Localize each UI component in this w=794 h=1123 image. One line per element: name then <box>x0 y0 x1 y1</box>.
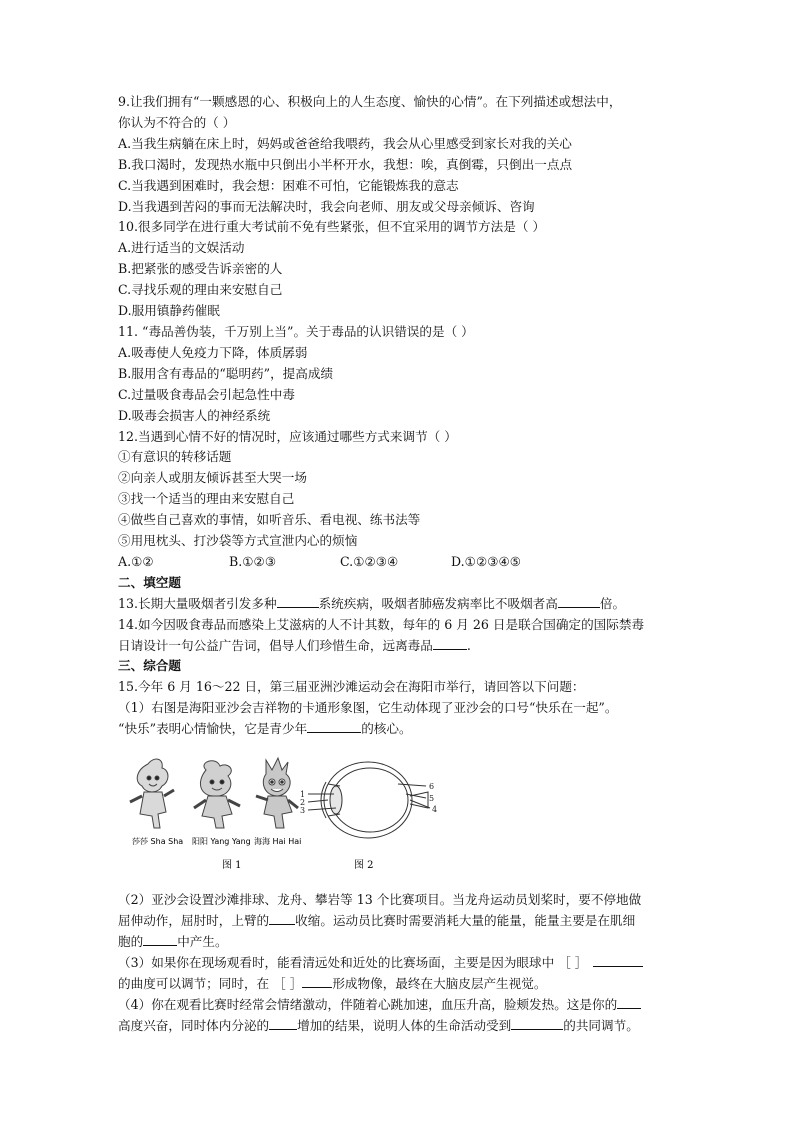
q12-item-1: ①有意识的转移话题 <box>118 449 232 465</box>
q11-option-b: B.服用含有毒品的“聪明药”，提高成绩 <box>118 365 334 381</box>
eye-label-4: 4 <box>432 805 438 814</box>
eye-label-5: 5 <box>429 794 435 803</box>
eye-diagram <box>308 762 430 838</box>
eye-label-1: 1 <box>300 790 306 799</box>
mascot-3-label: 海海 Hai Hai <box>254 837 302 846</box>
q14-line2 <box>118 636 688 657</box>
q14-blank[interactable] <box>433 636 467 650</box>
q15-p4-text4: 的共同调节。 <box>563 1017 639 1033</box>
q11-option-a: A.吸毒使人免疫力下降，体质孱弱 <box>118 344 308 360</box>
q12-item-5: ⑤用甩枕头、打沙袋等方式宣泄内心的烦恼 <box>118 533 358 549</box>
q15-p2-text4: 中产生。 <box>177 933 228 949</box>
mascot-2-label: 阳阳 Yang Yang <box>192 837 251 846</box>
eye-label-3: 3 <box>300 806 306 815</box>
q15-p2-blank-2[interactable] <box>143 932 177 946</box>
q15-part1-line1: （1）右图是海阳亚沙会吉祥物的卡通形象图，它生动体现了亚沙会的口号“快乐在一起”。 <box>118 700 618 716</box>
q9-stem-line1: 9.让我们拥有“一颗感恩的心、积极向上的人生态度、愉快的心情”。在下列描述或想法中， <box>118 94 622 109</box>
q12-option-d: D.①②③④⑤ <box>451 553 522 569</box>
q12-option-b: B.①②③ <box>229 553 277 569</box>
q14-line1: 14.如今因吸食毒品而感染上艾滋病的人不计其数，每年的 6 月 26 日是联合国确定的国际禁毒 <box>118 616 645 632</box>
q15-p4-blank-2[interactable] <box>269 1016 297 1030</box>
mascot-1-label: 莎莎 Sha Sha <box>132 837 184 846</box>
q15-part1-line2 <box>118 719 688 740</box>
q9-stem-line2: 你认为不符合的（ ） <box>118 114 236 130</box>
q15-part3-line1 <box>118 953 688 974</box>
q15-p4-text2: 高度兴奋，同时体内分泌的 <box>118 1017 270 1033</box>
q15-p2-text3: 胞的 <box>118 933 144 949</box>
q15-p4-blank-1[interactable] <box>617 995 641 1009</box>
q13-blank-2[interactable] <box>558 594 600 608</box>
q15-p3-blank-2[interactable] <box>302 974 332 988</box>
q15-p3-blank-1[interactable] <box>593 953 643 967</box>
figure-mascots-and-eye <box>128 756 458 876</box>
q15-part2-line2 <box>118 911 688 932</box>
q15-p4-text3: 增加的结果，说明人体的生命活动受到 <box>297 1017 512 1033</box>
q9-option-c: C.当我遇到困难时，我会想：困难不可怕，它能锻炼我的意志 <box>118 177 459 193</box>
q12-item-4: ④做些自己喜欢的事情，如听音乐、看电视、练书法等 <box>118 512 421 528</box>
exam-page <box>118 92 688 1036</box>
q15-p4-blank-3[interactable] <box>511 1016 563 1030</box>
section-fill-in-heading: 二、填空题 <box>118 574 181 590</box>
q13-part2: 系统疾病，吸烟者肺癌发病率比不吸烟者高 <box>318 595 558 611</box>
q10-option-a: A.进行适当的文娱活动 <box>118 240 245 256</box>
eye-label-6: 6 <box>429 782 435 791</box>
q13-blank-1[interactable] <box>277 594 319 608</box>
q12-option-a: A.①② <box>118 553 154 569</box>
q15-p1-end: 的核心。 <box>361 721 412 737</box>
q10-stem: 10.很多同学在进行重大考试前不免有些紧张，但不宜采用的调节方法是（ ） <box>118 219 546 235</box>
q15-p3-text3: 形成物像，最终在大脑皮层产生视觉。 <box>332 975 547 991</box>
q15-p4-text1: （4）你在观看比赛时经常会情绪激动，伴随着心跳加速，血压升高，脸颊发热。这是你的 <box>118 996 618 1012</box>
q9-option-b: B.我口渴时，发现热水瓶中只倒出小半杯开水，我想：唉，真倒霉，只倒出一点点 <box>118 156 573 172</box>
q15-p1-text: “快乐”表明心情愉快，它是青少年 <box>118 721 308 737</box>
q15-part4-line1 <box>118 995 688 1016</box>
q14-text: 日请设计一句公益广告词，倡导人们珍惜生命，远离毒品 <box>118 637 433 653</box>
q12-options <box>118 552 688 573</box>
q15-part3-line2 <box>118 974 688 995</box>
mascot-haihai-illustration <box>256 758 298 828</box>
q12-stem: 12.当遇到心情不好的情况时，应该通过哪些方式来调节（ ） <box>118 428 457 444</box>
section-comprehensive-heading: 三、综合题 <box>118 658 181 674</box>
q15-part2-line3 <box>118 932 688 953</box>
q15-p2-blank-1[interactable] <box>269 911 295 925</box>
q15-p3-text2: 的曲度可以调节；同时，在 ［ ］ <box>118 975 303 991</box>
q11-stem: 11. “毒品善伪装，千万别上当”。关于毒品的认识错误的是（ ） <box>118 323 474 339</box>
q12-item-3: ③找一个适当的理由来安慰自己 <box>118 491 295 507</box>
eye-label-2: 2 <box>300 798 306 807</box>
figure-2-caption: 图 2 <box>354 860 374 871</box>
q11-option-d: D.吸毒会损害人的神经系统 <box>118 407 271 423</box>
q15-p2-text1: 屈伸动作，屈肘时，上臂的 <box>118 913 270 928</box>
q10-option-b: B.把紧张的感受告诉亲密的人 <box>118 261 283 277</box>
q14-end: . <box>466 637 471 653</box>
q15-p3-text1: （3）如果你在现场观看时，能看清远处和近处的比赛场面，主要是因为眼球中 ［ ］ <box>118 954 588 970</box>
q15-p2-text2: 收缩。运动员比赛时需要消耗大量的能量，能量主要是在肌细 <box>295 913 636 928</box>
q13-part1: 13.长期大量吸烟者引发多种 <box>118 595 277 611</box>
q9-option-a: A.当我生病躺在床上时，妈妈或爸爸给我喂药，我会从心里感受到家长对我的关心 <box>118 135 572 151</box>
q12-option-c: C.①②③④ <box>340 553 399 569</box>
q13 <box>118 594 688 615</box>
q15-part4-line2 <box>118 1016 688 1037</box>
q9-option-d: D.当我遇到苦闷的事而无法解决时，我会向老师、朋友或父母亲倾诉、咨询 <box>118 198 535 214</box>
q15-stem: 15.今年 6 月 16～22 日，第三届亚洲沙滩运动会在海阳市举行，请回答以下问题： <box>118 679 585 695</box>
q11-option-c: C.过量吸食毒品会引起急性中毒 <box>118 386 295 402</box>
figure-1-caption: 图 1 <box>222 860 242 871</box>
mascot-yangyang-illustration <box>194 761 240 828</box>
q15-p1-blank[interactable] <box>307 719 361 733</box>
q10-option-c: C.寻找乐观的理由来安慰自己 <box>118 282 283 298</box>
q12-item-2: ②向亲人或朋友倾诉甚至大哭一场 <box>118 470 307 486</box>
q13-part3: 倍。 <box>599 595 626 611</box>
mascot-shasha-illustration <box>130 759 174 828</box>
q10-option-d: D.服用镇静药催眠 <box>118 303 220 319</box>
q15-part2-line1: （2）亚沙会设置沙滩排球、龙舟、攀岩等 13 个比赛项目。当龙舟运动员划桨时，要不停地做 <box>118 892 642 908</box>
